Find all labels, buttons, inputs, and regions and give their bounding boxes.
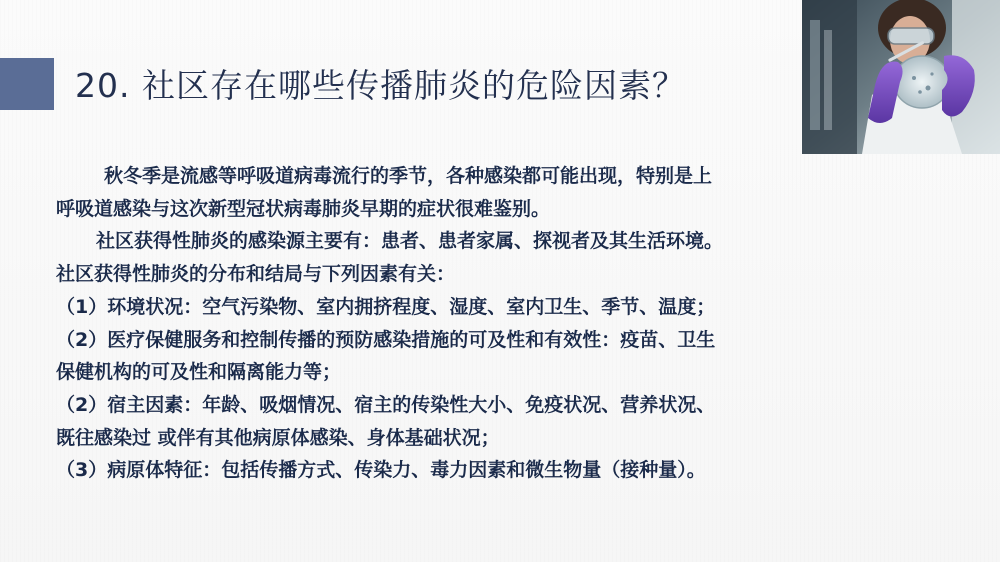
- body-line: 秋冬季是流感等呼吸道病毒流行的季节，各种感染都可能出现，特别是上: [104, 165, 713, 187]
- body-line: 社区获得性肺炎的感染源主要有：患者、患者家属、探视者及其生活环境。: [96, 230, 724, 253]
- body-line: 保健机构的可及性和隔离能力等；: [56, 361, 342, 384]
- body-line: （1）环境状况：空气污染物、室内拥挤程度、湿度、室内卫生、季节、温度；: [56, 295, 716, 318]
- slide-body: [56, 160, 796, 487]
- scientist-photo: [802, 0, 1000, 154]
- scientist-with-petri-dish-icon: [802, 0, 1000, 154]
- slide-title: 20. 社区存在哪些传播肺炎的危险因素？: [75, 66, 686, 105]
- body-line: （2）宿主因素：年龄、吸烟情况、宿主的传染性大小、免疫状况、营养状况、: [56, 393, 716, 416]
- title-accent-block: [0, 58, 54, 110]
- body-line: 既往感染过 或伴有其他病原体感染、身体基础状况；: [56, 426, 500, 449]
- body-line: 呼吸道感染与这次新型冠状病毒肺炎早期的症状很难鉴别。: [56, 197, 551, 220]
- body-line: （2）医疗保健服务和控制传播的预防感染措施的可及性和有效性：疫苗、卫生: [56, 328, 716, 351]
- body-line: 社区获得性肺炎的分布和结局与下列因素有关：: [56, 263, 456, 286]
- body-line: （3）病原体特征：包括传播方式、传染力、毒力因素和微生物量（接种量）。: [56, 459, 706, 482]
